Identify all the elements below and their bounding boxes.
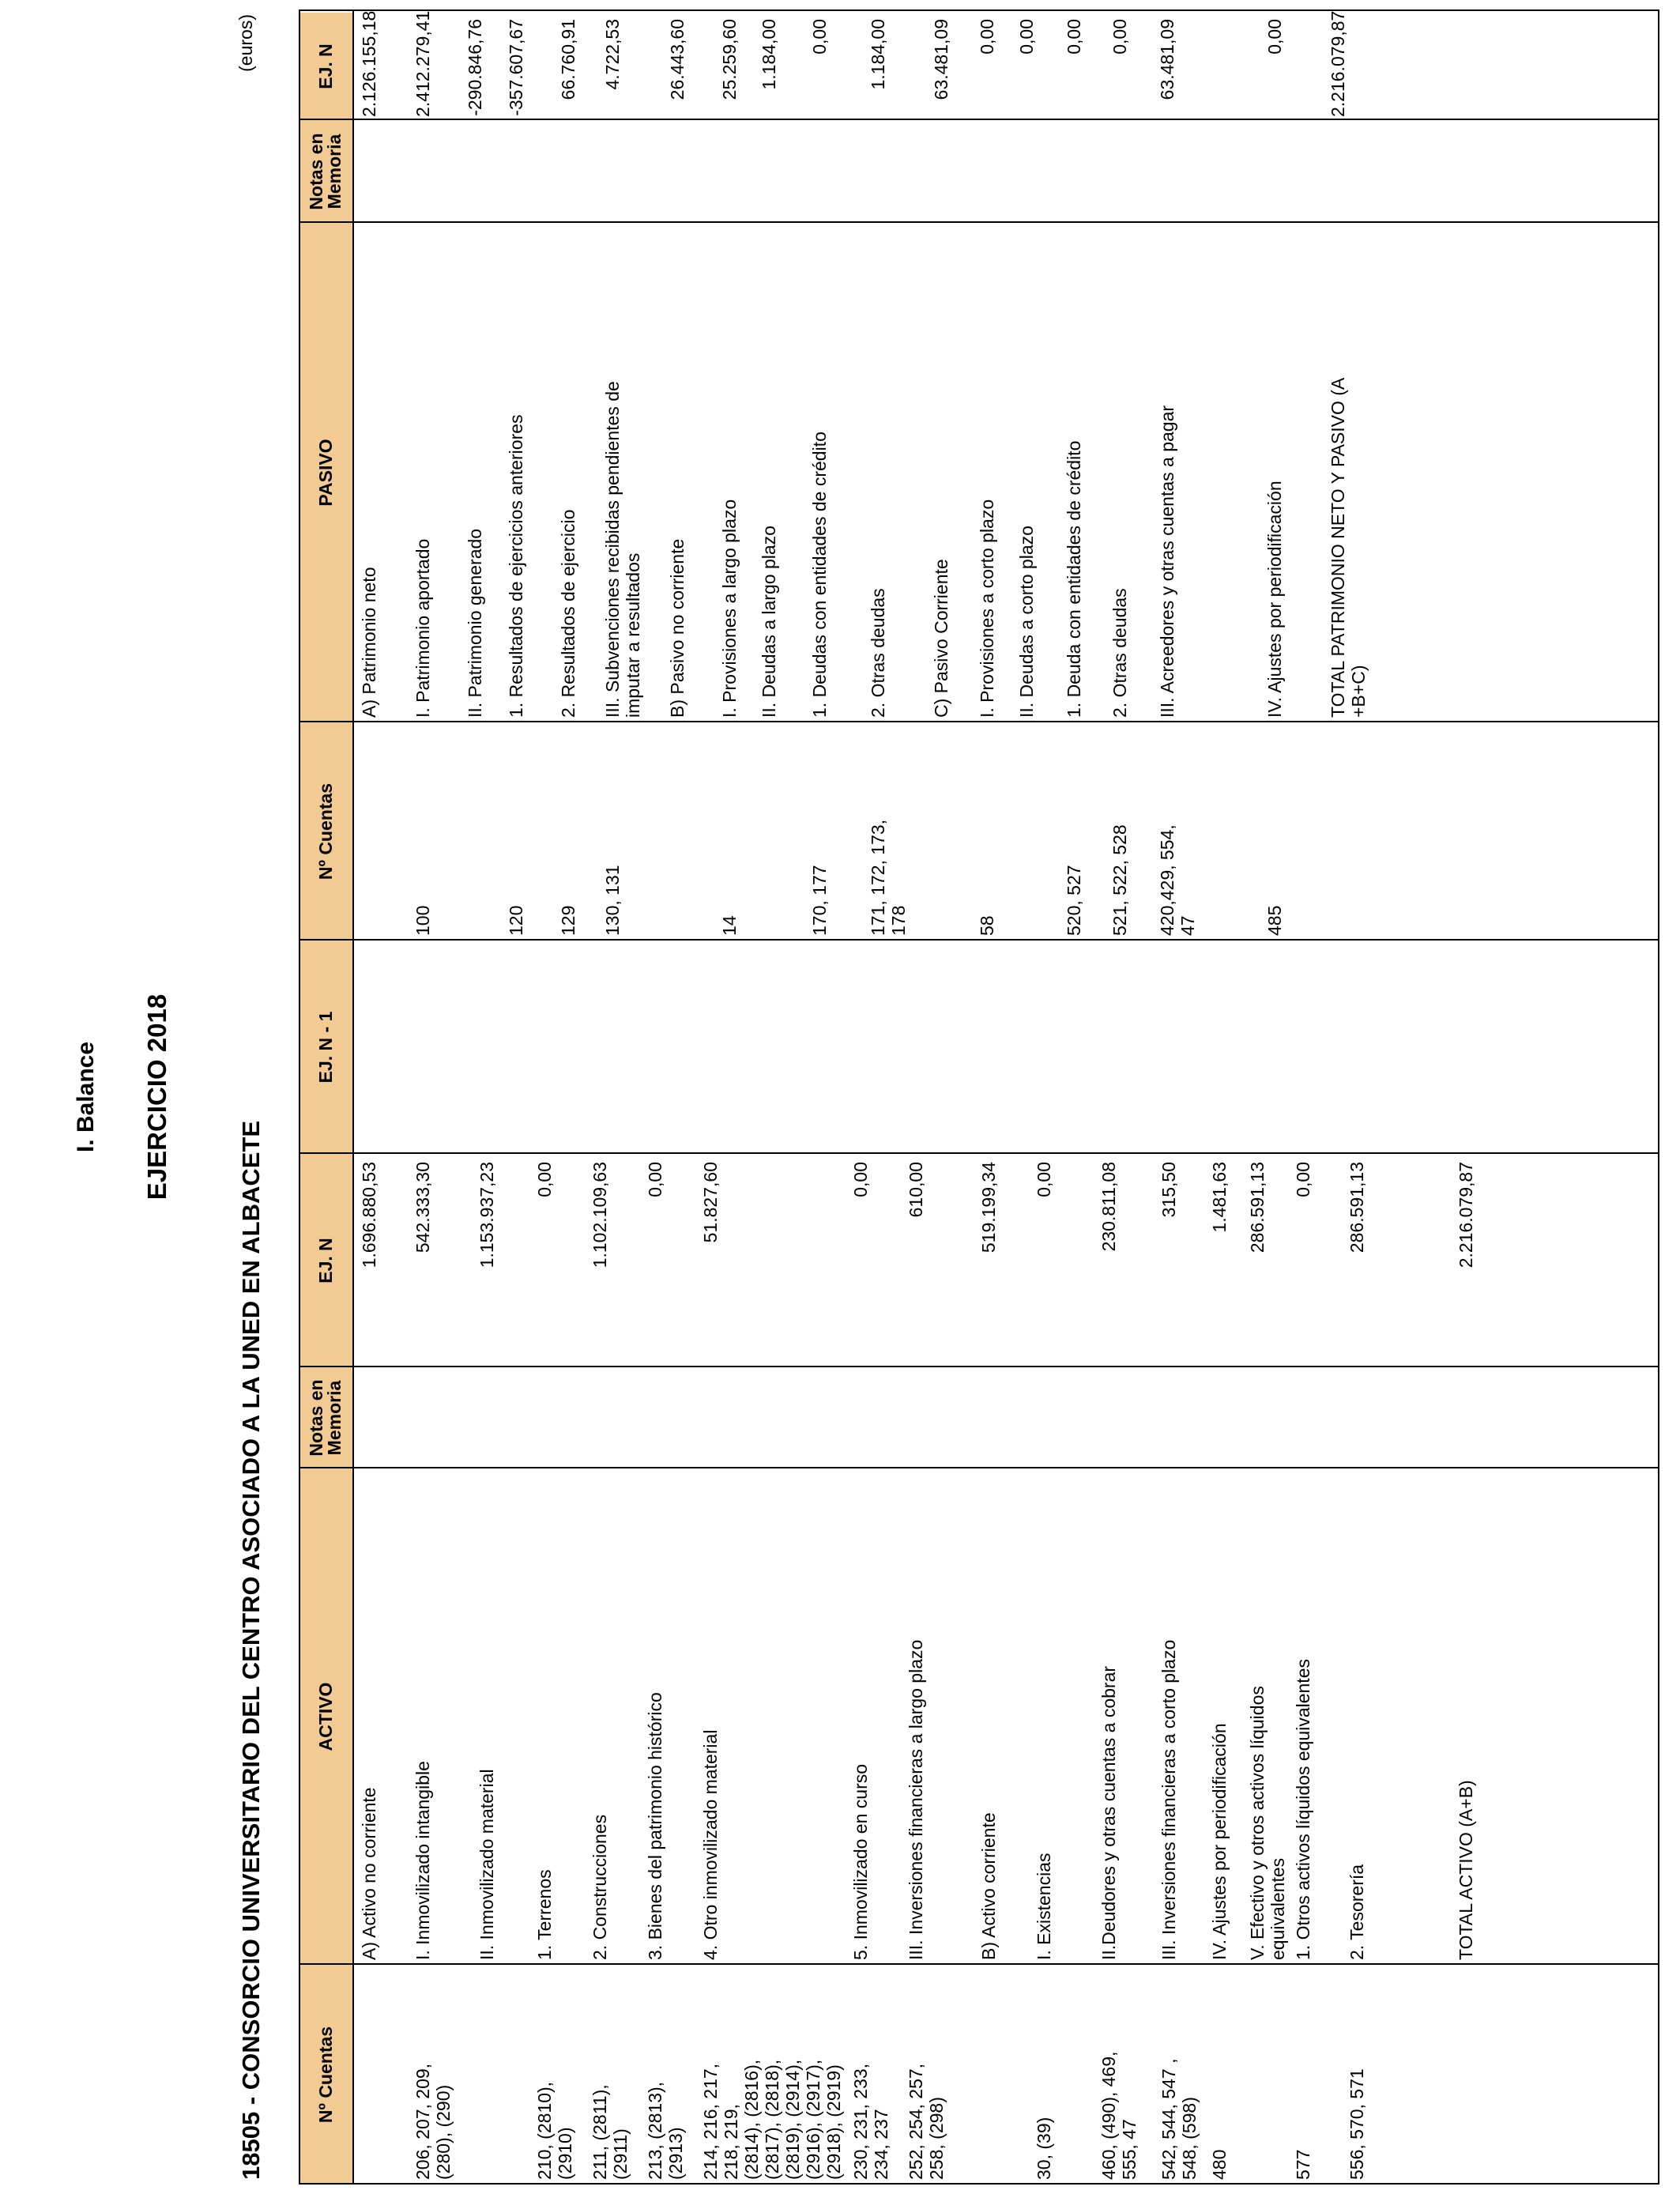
- activo-ejn-value: 0,00: [534, 1162, 555, 1197]
- pasivo-ejn-value: 0,00: [1016, 19, 1037, 55]
- pasivo-ejn-value: 0,00: [1264, 19, 1285, 55]
- header-activo-ejn: EJ. N: [299, 1154, 352, 1367]
- activo-concepto: 2. Construcciones: [590, 1814, 610, 1960]
- pasivo-ejn-value: 0,00: [977, 19, 997, 55]
- exercise-title: EJERCICIO 2018: [142, 993, 171, 1201]
- activo-concepto: III. Inversiones financieras a corto plazo: [1158, 1639, 1179, 1960]
- pasivo-ejn-value: 26.443,60: [667, 19, 687, 100]
- currency-unit: (euros): [235, 14, 256, 72]
- pasivo-concepto: III. Acreedores y otras cuentas a pagar: [1157, 405, 1177, 718]
- pasivo-ejn-value: 1.184,00: [868, 19, 888, 90]
- activo-cuentas: 214, 216, 217, 218, 219, (2814), (2816), (2817), (2818), (2819), (2914), (2916), (2917), (2918), (2919): [700, 2059, 844, 2180]
- activo-cuentas: 213, (2813), (2913): [645, 2081, 686, 2180]
- col-border: [299, 939, 1658, 941]
- pasivo-ejn-value: 1.184,00: [759, 19, 779, 90]
- col-border: [299, 119, 1658, 120]
- activo-cuentas: 30, (39): [1034, 2117, 1054, 2180]
- activo-ejn-value: 0,00: [850, 1162, 871, 1197]
- pasivo-ejn-value: 63.481,09: [1157, 19, 1177, 100]
- activo-cuentas: 252, 254, 257, 258, (298): [906, 2063, 947, 2180]
- pasivo-concepto: 2. Resultados de ejercicio: [558, 509, 578, 718]
- pasivo-concepto: II. Deudas a largo plazo: [759, 526, 779, 718]
- pasivo-concepto: 2. Otras deudas: [1109, 588, 1130, 718]
- pasivo-cuentas: 485: [1264, 905, 1285, 936]
- pasivo-ejn-value: 2.412.279,41: [412, 10, 433, 117]
- activo-ejn-value: 1.696.880,53: [359, 1162, 379, 1269]
- header-pasivo-ejn: EJ. N: [299, 13, 352, 120]
- activo-ejn-value: 51.827,60: [700, 1162, 721, 1243]
- activo-ejn-value: 0,00: [1293, 1162, 1313, 1197]
- col-border: [299, 9, 1658, 11]
- pasivo-cuentas: 521, 522, 528: [1109, 824, 1130, 936]
- pasivo-concepto: TOTAL PATRIMONIO NETO Y PASIVO (A +B+C): [1328, 377, 1369, 718]
- activo-ejn-value: 610,00: [906, 1162, 926, 1218]
- activo-ejn-value: 230.811,08: [1098, 1162, 1119, 1252]
- pasivo-ejn-value: 25.259,60: [719, 19, 740, 100]
- pasivo-ejn-value: 2.126.155,18: [359, 10, 379, 117]
- pasivo-ejn-value: 4.722,53: [602, 19, 623, 90]
- activo-ejn-value: 519.199,34: [978, 1162, 999, 1253]
- activo-ejn-value: 0,00: [1034, 1162, 1054, 1197]
- pasivo-concepto: 1. Deuda con entidades de crédito: [1064, 440, 1084, 718]
- pasivo-cuentas: 520, 527: [1064, 865, 1084, 936]
- pasivo-concepto: B) Pasivo no corriente: [667, 538, 687, 718]
- activo-concepto: 5. Inmovilizado en curso: [850, 1763, 871, 1960]
- pasivo-concepto: A) Patrimonio neto: [359, 567, 379, 718]
- activo-concepto: A) Activo no corriente: [359, 1787, 379, 1960]
- pasivo-ejn-value: -357.607,67: [506, 19, 526, 116]
- pasivo-concepto: II. Patrimonio generado: [465, 528, 485, 718]
- activo-concepto: V. Efectivo y otros activos líquidos equivalentes: [1247, 1686, 1288, 1960]
- pasivo-ejn-value: 63.481,09: [931, 19, 951, 100]
- activo-ejn-value: 1.153.937,23: [477, 1162, 497, 1269]
- activo-concepto: II.Deudores y otras cuentas a cobrar: [1098, 1665, 1119, 1960]
- pasivo-cuentas: 129: [558, 905, 578, 936]
- col-border: [299, 721, 1658, 722]
- activo-ejn-value: 286.591,13: [1347, 1162, 1367, 1253]
- pasivo-concepto: I. Patrimonio aportado: [412, 538, 433, 718]
- activo-ejn-value: 2.216.079,87: [1456, 1162, 1476, 1269]
- header-bottom-border: [352, 9, 354, 2185]
- activo-cuentas: 480: [1209, 2149, 1230, 2180]
- activo-concepto: TOTAL ACTIVO (A+B): [1456, 1780, 1476, 1960]
- pasivo-cuentas: 420,429, 554, 47: [1157, 824, 1198, 936]
- activo-cuentas: 460, (490), 469, 555, 47: [1098, 2051, 1139, 2180]
- activo-cuentas: 206, 207, 209, (280), (290): [412, 2063, 454, 2180]
- activo-ejn-value: 1.102.109,63: [590, 1162, 610, 1269]
- header-pasivo-cuentas: Nº Cuentas: [299, 722, 352, 941]
- page-title: I. Balance: [73, 1041, 99, 1153]
- pasivo-ejn-value: -290.846,76: [465, 19, 485, 116]
- pasivo-concepto: III. Subvenciones recibidas pendientes de imputar a resultados: [602, 381, 643, 718]
- activo-concepto: B) Activo corriente: [978, 1812, 999, 1960]
- pasivo-cuentas: 14: [719, 915, 740, 936]
- pasivo-ejn-value: 2.216.079,87: [1328, 10, 1348, 117]
- col-border: [299, 1467, 1658, 1468]
- activo-ejn-value: 0,00: [645, 1162, 665, 1197]
- activo-cuentas: 211, (2811), (2911): [590, 2084, 631, 2180]
- header-activo-ejn1: EJ. N - 1: [299, 941, 352, 1154]
- pasivo-concepto: IV. Ajustes por periodificación: [1264, 481, 1285, 718]
- activo-ejn-value: 542.333,30: [412, 1162, 433, 1253]
- pasivo-cuentas: 58: [977, 915, 997, 936]
- pasivo-ejn-value: 0,00: [809, 19, 830, 55]
- col-border: [299, 1366, 1658, 1367]
- activo-concepto: I. Inmovilizado intangible: [412, 1761, 433, 1960]
- col-border: [299, 1152, 1658, 1154]
- activo-concepto: 1. Otros activos líquidos equivalentes: [1293, 1659, 1313, 1960]
- pasivo-ejn-value: 66.760,91: [558, 19, 578, 100]
- activo-cuentas: 230, 231, 233, 234, 237: [850, 2063, 891, 2180]
- col-border: [299, 221, 1658, 223]
- pasivo-concepto: 1. Deudas con entidades de crédito: [809, 432, 830, 718]
- activo-cuentas: 556, 570, 571: [1347, 2068, 1367, 2180]
- pasivo-concepto: C) Pasivo Corriente: [931, 559, 951, 718]
- pasivo-concepto: I. Provisiones a corto plazo: [977, 499, 997, 718]
- activo-cuentas: 542, 544, 547 , 548, (598): [1158, 2058, 1200, 2180]
- activo-concepto: I. Existencias: [1034, 1853, 1054, 1960]
- header-pasivo: PASIVO: [299, 223, 352, 722]
- activo-concepto: II. Inmovilizado material: [477, 1769, 497, 1960]
- activo-concepto: 2. Tesorería: [1347, 1864, 1367, 1960]
- col-border: [299, 2183, 1658, 2185]
- pasivo-cuentas: 170, 177: [809, 865, 830, 936]
- header-activo: ACTIVO: [299, 1468, 352, 1965]
- header-activo-notas: Notas en Memoria: [299, 1367, 352, 1468]
- pasivo-concepto: II. Deudas a corto plazo: [1016, 526, 1037, 718]
- activo-ejn-value: 1.481,63: [1209, 1162, 1230, 1233]
- activo-ejn-value: 286.591,13: [1247, 1162, 1268, 1253]
- pasivo-cuentas: 171, 172, 173, 178: [868, 819, 909, 936]
- header-pasivo-notas: Notas en Memoria: [299, 120, 352, 223]
- col-border: [299, 1963, 1658, 1965]
- header-activo-cuentas: Nº Cuentas: [299, 1965, 352, 2185]
- activo-concepto: 3. Bienes del patrimonio histórico: [645, 1692, 665, 1960]
- pasivo-concepto: 2. Otras deudas: [868, 588, 888, 718]
- pasivo-concepto: I. Provisiones a largo plazo: [719, 499, 740, 718]
- pasivo-ejn-value: 0,00: [1109, 19, 1130, 55]
- activo-cuentas: 210, (2810), (2910): [534, 2081, 575, 2180]
- table-bottom-border: [1658, 9, 1659, 2185]
- pasivo-ejn-value: 0,00: [1064, 19, 1084, 55]
- activo-cuentas: 577: [1293, 2149, 1313, 2180]
- pasivo-concepto: 1. Resultados de ejercicios anteriores: [506, 414, 526, 718]
- activo-concepto: IV. Ajustes por periodificación: [1209, 1723, 1230, 1960]
- entity-name: 18505 - CONSORCIO UNIVERSITARIO DEL CENTRO ASOCIADO A LA UNED EN ALBACETE: [237, 1120, 265, 2180]
- activo-ejn-value: 315,50: [1158, 1162, 1179, 1218]
- pasivo-cuentas: 100: [412, 905, 433, 936]
- table-top-border: [299, 9, 300, 2185]
- pasivo-cuentas: 130, 131: [602, 865, 623, 936]
- activo-concepto: III. Inversiones financieras a largo plazo: [906, 1639, 926, 1960]
- activo-concepto: 4. Otro inmovilizado material: [700, 1729, 721, 1960]
- pasivo-cuentas: 120: [506, 905, 526, 936]
- activo-concepto: 1. Terrenos: [534, 1869, 555, 1960]
